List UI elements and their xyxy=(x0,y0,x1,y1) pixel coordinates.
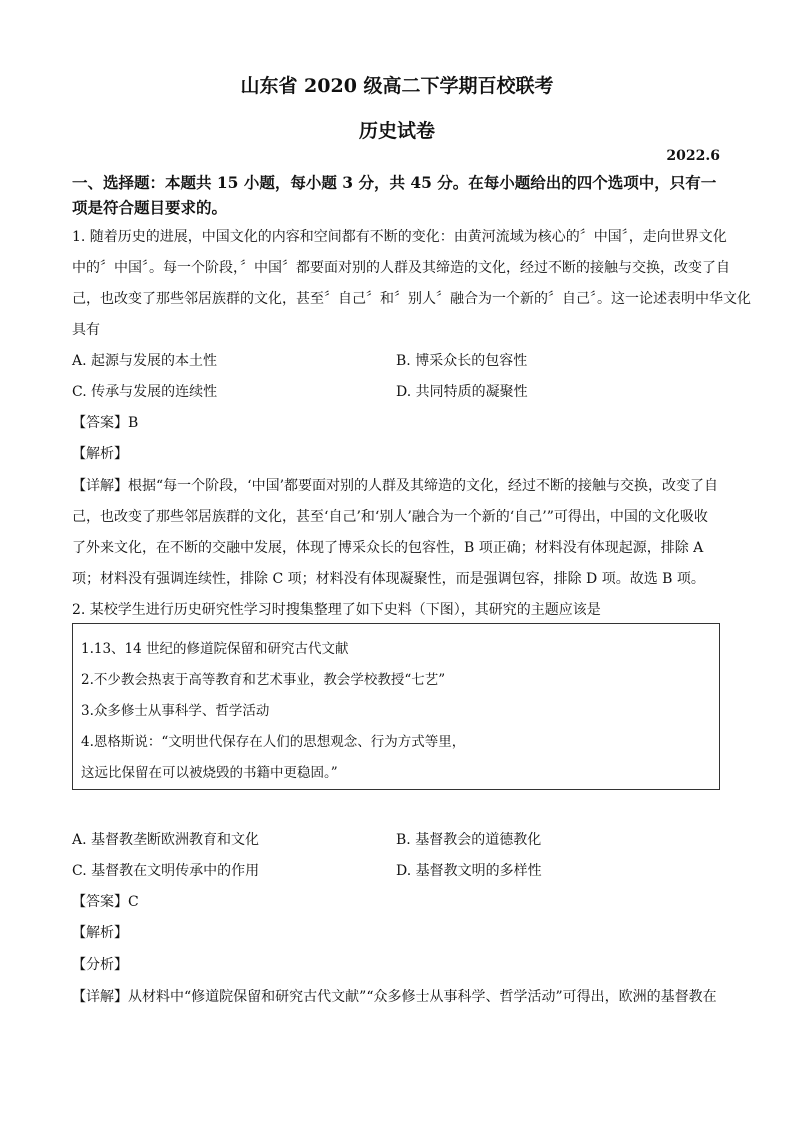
q1-detail-line: 了外来文化，在不断的交融中发展，体现了博采众长的包容性，B 项正确；材料没有体现起源，排除 A xyxy=(72,540,704,556)
q2-analysis-label: 【解析】 xyxy=(72,925,128,941)
q1-option-d: D. 共同特质的凝聚性 xyxy=(396,384,528,400)
q1-option-a: A. 起源与发展的本土性 xyxy=(72,353,218,369)
page-title: 山东省 2020 级高二下学期百校联考 xyxy=(240,75,554,97)
q2-option-b: B. 基督教会的道德教化 xyxy=(396,832,542,848)
q2-fenxi-label: 【分析】 xyxy=(72,957,128,973)
q2-source-item: 3.众多修士从事科学、哲学活动 xyxy=(81,703,270,719)
q2-detail-line: 【详解】从材料中“修道院保留和研究古代文献”“众多修士从事科学、哲学活动”可得出，欧洲的基督教在 xyxy=(72,989,717,1005)
q2-option-c: C. 基督教在文明传承中的作用 xyxy=(72,863,260,879)
q2-option-d: D. 基督教文明的多样性 xyxy=(396,863,542,879)
q2-stem: 2. 某校学生进行历史研究性学习时搜集整理了如下史料（下图），其研究的主题应该是 xyxy=(72,602,601,618)
section-heading-line1: 一、选择题：本题共 15 小题，每小题 3 分，共 45 分。在每小题给出的四个选项中，只有一 xyxy=(72,173,717,192)
q1-analysis-label: 【解析】 xyxy=(72,446,128,462)
q1-stem-line: 中的〞中国〞。每一个阶段，〞中国〞都要面对别的人群及其缔造的文化，经过不断的接触与交换，改变了自 xyxy=(72,260,730,276)
q1-detail-line: 【详解】根据“每一个阶段，‘中国’都要面对别的人群及其缔造的文化，经过不断的接触与交换，改变了自 xyxy=(72,478,719,494)
q2-source-item: 4.恩格斯说：“文明世代保存在人们的思想观念、行为方式等里， xyxy=(81,734,466,750)
q1-option-c: C. 传承与发展的连续性 xyxy=(72,384,218,400)
exam-date: 2022.6 xyxy=(666,148,720,164)
q1-stem-line: 1. 随着历史的进展，中国文化的内容和空间都有不断的变化：由黄河流域为核心的〞中国〞，走向世界文化 xyxy=(72,229,727,245)
q1-answer: 【答案】B xyxy=(72,415,139,431)
q1-stem-line: 具有 xyxy=(72,322,100,338)
q1-stem-line: 己，也改变了那些邻居族群的文化，甚至〞自己〞和〞别人〞融合为一个新的〞自己〞。这一论述表明中华文化 xyxy=(72,291,751,307)
q1-detail-line: 项；材料没有强调连续性，排除 C 项；材料没有体现凝聚性，而是强调包容，排除 D 项。故选 B 项。 xyxy=(72,571,705,587)
q1-detail-line: 己，也改变了那些邻居族群的文化，甚至‘自己’和‘别人’融合为一个新的‘自己’”可得出，中国的文化吸收 xyxy=(72,509,708,525)
q2-source-box xyxy=(72,623,720,790)
q2-source-item: 1.13、14 世纪的修道院保留和研究古代文献 xyxy=(81,641,349,657)
section-heading-line2: 项是符合题目要求的。 xyxy=(72,198,228,217)
page-subtitle: 历史试卷 xyxy=(358,120,435,142)
q1-option-b: B. 博采众长的包容性 xyxy=(396,353,528,369)
q2-source-item: 2.不少教会热衷于高等教育和艺术事业，教会学校教授“七艺” xyxy=(81,672,446,688)
q2-option-a: A. 基督教垄断欧洲教育和文化 xyxy=(72,832,260,848)
q2-answer: 【答案】C xyxy=(72,894,139,910)
q2-source-item: 这远比保留在可以被烧毁的书籍中更稳固。” xyxy=(81,765,338,781)
